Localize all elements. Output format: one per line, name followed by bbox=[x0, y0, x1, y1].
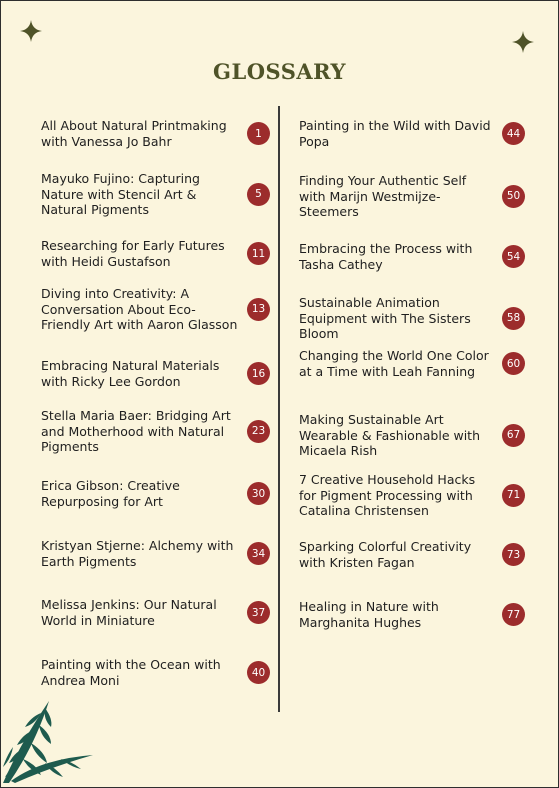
page-number-badge: 5 bbox=[247, 183, 270, 206]
page-number-badge: 16 bbox=[247, 362, 270, 385]
glossary-entry[interactable] bbox=[299, 472, 525, 519]
glossary-entry[interactable] bbox=[41, 478, 270, 509]
page-number-badge: 37 bbox=[247, 601, 270, 624]
palm-leaf-icon bbox=[1, 697, 96, 787]
glossary-entry[interactable] bbox=[41, 408, 270, 455]
page-number-badge: 54 bbox=[502, 245, 525, 268]
page-number-badge: 13 bbox=[247, 298, 270, 321]
glossary-entry[interactable] bbox=[299, 118, 525, 149]
glossary-entry[interactable] bbox=[299, 539, 525, 570]
entry-label: 7 Creative Household Hacks for Pigment Processing with Catalina Christensen bbox=[299, 472, 476, 518]
page-number-badge: 71 bbox=[502, 484, 525, 507]
entry-label: Changing the World One Color at a Time with Leah Fanning bbox=[299, 348, 489, 379]
entry-label: Mayuko Fujino: Capturing Nature with Stencil Art & Natural Pigments bbox=[41, 171, 200, 217]
glossary-entry[interactable] bbox=[299, 599, 525, 630]
page-number-badge: 1 bbox=[247, 122, 270, 145]
entry-label: Finding Your Authentic Self with Marijn Westmijze-Steemers bbox=[299, 173, 467, 219]
page-number-badge: 44 bbox=[502, 122, 525, 145]
page-number-badge: 23 bbox=[247, 420, 270, 443]
glossary-entry[interactable] bbox=[41, 358, 270, 389]
sparkle-icon bbox=[512, 31, 534, 53]
glossary-entry[interactable] bbox=[299, 241, 525, 272]
page-number-badge: 34 bbox=[247, 542, 270, 565]
entry-label: All About Natural Printmaking with Vanessa Jo Bahr bbox=[41, 118, 227, 149]
entry-label: Sparking Colorful Creativity with Kristen Fagan bbox=[299, 539, 472, 570]
glossary-entry[interactable] bbox=[41, 118, 270, 149]
page-number-badge: 30 bbox=[247, 482, 270, 505]
page-title: GLOSSARY bbox=[213, 59, 346, 84]
page-number-badge: 67 bbox=[502, 424, 525, 447]
page-number-badge: 11 bbox=[247, 242, 270, 265]
entry-label: Painting with the Ocean with Andrea Moni bbox=[41, 657, 221, 688]
entry-label: Making Sustainable Art Wearable & Fashionable with Micaela Rish bbox=[299, 412, 480, 458]
glossary-entry[interactable] bbox=[41, 538, 270, 569]
glossary-entry[interactable] bbox=[299, 348, 525, 379]
glossary-entry[interactable] bbox=[299, 412, 525, 459]
entry-label: Researching for Early Futures with Heidi Gustafson bbox=[41, 238, 225, 269]
glossary-entry[interactable] bbox=[41, 286, 270, 333]
column-divider bbox=[278, 106, 280, 712]
entry-label: Stella Maria Baer: Bridging Art and Motherhood with Natural Pigments bbox=[41, 408, 231, 454]
entry-label: Melissa Jenkins: Our Natural World in Miniature bbox=[41, 597, 217, 628]
entry-label: Sustainable Animation Equipment with The Sisters Bloom bbox=[299, 295, 471, 341]
page-number-badge: 50 bbox=[502, 185, 525, 208]
glossary-entry[interactable] bbox=[299, 173, 525, 220]
page-number-badge: 77 bbox=[502, 603, 525, 626]
page-number-badge: 40 bbox=[247, 661, 270, 684]
entry-label: Embracing the Process with Tasha Cathey bbox=[299, 241, 473, 272]
glossary-entry[interactable] bbox=[41, 597, 270, 628]
entry-label: Erica Gibson: Creative Repurposing for Art bbox=[41, 478, 180, 509]
entry-label: Healing in Nature with Marghanita Hughes bbox=[299, 599, 439, 630]
page-number-badge: 73 bbox=[502, 543, 525, 566]
page-number-badge: 58 bbox=[502, 307, 525, 330]
entry-label: Painting in the Wild with David Popa bbox=[299, 118, 491, 149]
entry-label: Embracing Natural Materials with Ricky Lee Gordon bbox=[41, 358, 220, 389]
page-number-badge: 60 bbox=[502, 352, 525, 375]
glossary-entry[interactable] bbox=[41, 238, 270, 269]
entry-label: Diving into Creativity: A Conversation About Eco-Friendly Art with Aaron Glasson bbox=[41, 286, 238, 332]
glossary-entry[interactable] bbox=[41, 657, 270, 688]
glossary-entry[interactable] bbox=[299, 295, 525, 342]
sparkle-icon bbox=[20, 20, 42, 42]
entry-label: Kristyan Stjerne: Alchemy with Earth Pigments bbox=[41, 538, 234, 569]
glossary-entry[interactable] bbox=[41, 171, 270, 218]
